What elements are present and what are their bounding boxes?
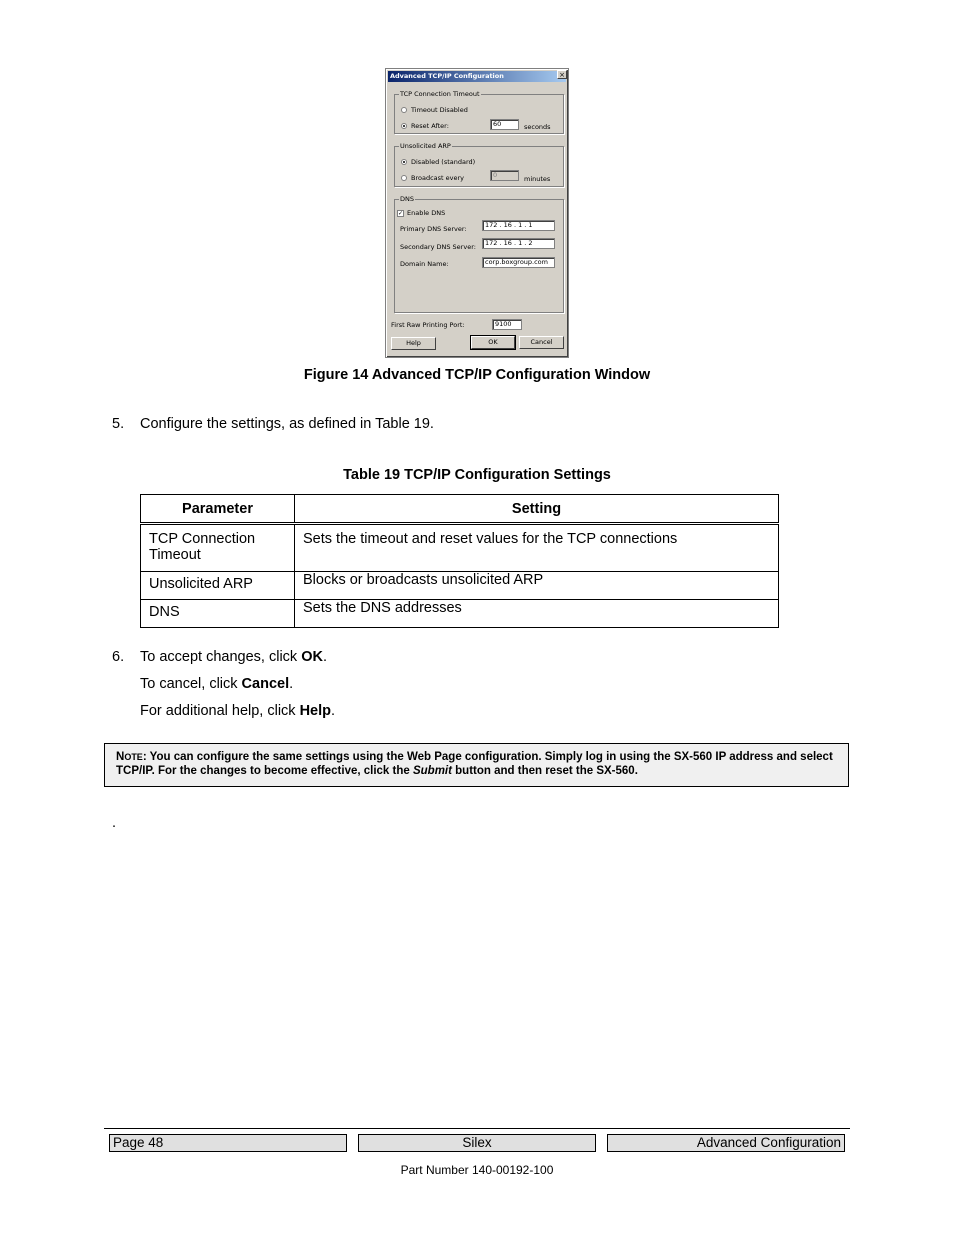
period: . (331, 703, 336, 719)
cancel-button[interactable]: Cancel (519, 336, 564, 349)
primary-dns-input[interactable]: 172 . 16 . 1 . 1 (482, 220, 555, 231)
primary-dns-label: Primary DNS Server: (400, 225, 467, 233)
footer-page-number: Page 48 (109, 1134, 347, 1152)
footer-section: Advanced Configuration (607, 1134, 845, 1152)
accept-instruction (140, 649, 327, 665)
step-text: Configure the settings, as defined in Table 19. (140, 416, 434, 432)
step-number: 5. (112, 416, 125, 432)
close-icon[interactable]: × (557, 70, 567, 79)
reset-after-label: Reset After: (411, 122, 449, 130)
radio-selected-icon[interactable] (401, 123, 407, 129)
footer-rule (104, 1128, 850, 1129)
table-row (141, 572, 779, 600)
minutes-label: minutes (524, 175, 551, 183)
help-button[interactable]: Help (391, 337, 436, 350)
cancel-instruction (140, 676, 293, 692)
step-number: 6. (112, 649, 125, 665)
table-row (141, 524, 779, 572)
seconds-label: seconds (524, 123, 551, 131)
table-cell-setting: Blocks or broadcasts unsolicited ARP (295, 572, 779, 600)
raw-port-label: First Raw Printing Port: (391, 321, 465, 329)
note-text-part1: You can configure the same settings using the Web Page configuration. Simply log in using the SX-560 IP address and select TCP/IP. For the changes to become effective, click the (116, 751, 833, 777)
note-label: NOTE: (116, 751, 147, 763)
table-header-row (141, 495, 779, 524)
help-emphasis: Help (299, 703, 331, 719)
header-parameter: Parameter (141, 495, 295, 524)
unsolicited-arp-group-label: Unsolicited ARP (400, 142, 451, 150)
enable-dns-label: Enable DNS (407, 209, 446, 217)
timeout-disabled-label: Timeout Disabled (411, 106, 468, 114)
submit-emphasis: Submit (412, 765, 452, 777)
arp-disabled-label: Disabled (standard) (411, 158, 476, 166)
table-cell-setting: Sets the timeout and reset values for the TCP connections (295, 524, 779, 572)
note-box (104, 743, 849, 787)
accept-text: To accept changes, click (140, 649, 302, 665)
stray-period: . (112, 815, 117, 831)
domain-name-input[interactable]: corp.boxgroup.com (482, 257, 555, 268)
dialog-title: Advanced TCP/IP Configuration (388, 71, 566, 82)
period: . (322, 649, 327, 665)
cancel-emphasis: Cancel (241, 676, 290, 692)
table-caption: Table 19 TCP/IP Configuration Settings (343, 467, 611, 483)
radio-icon[interactable] (401, 175, 407, 181)
footer-company: Silex (358, 1134, 596, 1152)
ok-emphasis: OK (301, 649, 323, 665)
raw-port-input[interactable]: 9100 (492, 319, 522, 330)
timeout-disabled-option[interactable] (401, 106, 468, 114)
reset-after-option[interactable] (401, 122, 449, 130)
table-cell-parameter: Unsolicited ARP (141, 572, 295, 600)
radio-selected-icon[interactable] (401, 159, 407, 165)
arp-broadcast-label: Broadcast every (411, 174, 464, 182)
table-cell-parameter: DNS (141, 600, 295, 628)
secondary-dns-input[interactable]: 172 . 16 . 1 . 2 (482, 238, 555, 249)
note-text-part2: button and then reset the SX-560. (451, 765, 638, 777)
period: . (289, 676, 294, 692)
arp-disabled-option[interactable] (401, 158, 475, 166)
table-cell-setting: Sets the DNS addresses (295, 600, 779, 628)
tcpip-config-dialog (385, 68, 569, 358)
dns-group-label: DNS (400, 195, 414, 203)
header-setting: Setting (295, 495, 779, 524)
ok-button[interactable]: OK (471, 336, 515, 349)
enable-dns-checkbox[interactable] (397, 209, 445, 217)
secondary-dns-label: Secondary DNS Server: (400, 243, 476, 251)
part-number: Part Number 140-00192-100 (400, 1163, 554, 1177)
figure-caption: Figure 14 Advanced TCP/IP Configuration Window (303, 367, 651, 383)
arp-broadcast-option[interactable] (401, 174, 464, 182)
table-row (141, 600, 779, 628)
help-instruction (140, 703, 335, 719)
broadcast-interval-input[interactable]: 0 (490, 170, 519, 181)
settings-table (140, 494, 779, 628)
table-cell-parameter: TCP Connection Timeout (141, 524, 295, 572)
help-text: For additional help, click (140, 703, 300, 719)
reset-after-input[interactable]: 60 (490, 119, 519, 130)
radio-icon[interactable] (401, 107, 407, 113)
tcp-timeout-group-label: TCP Connection Timeout (400, 90, 480, 98)
checkmark-icon[interactable]: ✓ (398, 209, 404, 217)
cancel-text: To cancel, click (140, 676, 242, 692)
domain-name-label: Domain Name: (400, 260, 449, 268)
